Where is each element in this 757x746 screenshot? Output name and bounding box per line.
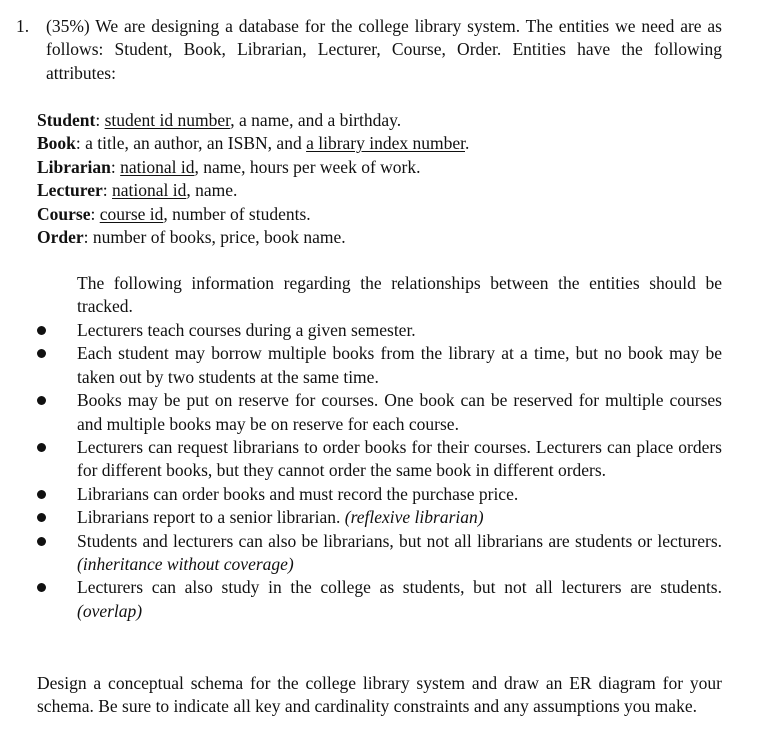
entity-name: Course bbox=[37, 203, 91, 224]
entity-line-order bbox=[37, 226, 737, 249]
attribute-text: . bbox=[465, 133, 470, 154]
relationship-item bbox=[37, 389, 722, 436]
relationship-text: Students and lecturers can also be librarians, but not all librarians are students or lecturers. bbox=[77, 530, 722, 551]
relationship-item bbox=[37, 436, 722, 483]
entity-name: Librarian bbox=[37, 156, 111, 177]
closing-instructions: Design a conceptual schema for the college library system and draw an ER diagram for your schema. Be sure to indicate all key and cardinality constraints and any assumptions you make. bbox=[37, 673, 722, 717]
entity-line-student bbox=[37, 109, 737, 132]
key-attribute: student id number bbox=[104, 110, 231, 130]
entity-line-course bbox=[37, 203, 737, 226]
relationship-item bbox=[37, 342, 722, 389]
relationship-text: Lecturers teach courses during a given semester. bbox=[77, 320, 416, 340]
bullet-icon bbox=[37, 513, 46, 522]
relationship-text: Librarians report to a senior librarian. bbox=[77, 507, 345, 528]
relationship-item bbox=[37, 483, 722, 506]
bullet-icon bbox=[37, 490, 46, 499]
key-attribute: national id bbox=[112, 180, 187, 201]
attribute-text: a title, an author, an ISBN, and bbox=[80, 133, 307, 154]
relationship-text: Lecturers can also study in the college as students, but not all lecturers are students. bbox=[77, 577, 722, 598]
relationship-item bbox=[37, 506, 722, 529]
relationship-list bbox=[37, 319, 722, 623]
entity-colon: : bbox=[102, 180, 108, 201]
entity-colon: : bbox=[95, 110, 101, 130]
relationship-item bbox=[37, 576, 722, 623]
entity-colon: : bbox=[83, 227, 89, 248]
attribute-text: , name. bbox=[186, 180, 238, 201]
entity-line-lecturer bbox=[37, 179, 737, 202]
entity-name: Lecturer bbox=[37, 180, 103, 201]
entity-line-librarian bbox=[37, 156, 737, 179]
entity-colon: : bbox=[110, 156, 116, 177]
bullet-icon bbox=[37, 349, 46, 358]
key-attribute: national id bbox=[120, 156, 195, 177]
entity-name: Order bbox=[37, 227, 84, 248]
relationship-note: (overlap) bbox=[77, 600, 143, 621]
relationship-text: Books may be put on reserve for courses. One book can be reserved for multiple courses and multiple books may be on reserve for each course. bbox=[77, 390, 722, 434]
relationship-note: (reflexive librarian) bbox=[344, 507, 484, 528]
key-attribute: course id bbox=[99, 203, 164, 224]
entity-line-book bbox=[37, 132, 737, 155]
bullet-icon bbox=[37, 583, 46, 592]
entity-colon: : bbox=[75, 133, 81, 154]
bullet-icon bbox=[37, 326, 46, 335]
bullet-icon bbox=[37, 396, 46, 405]
entity-attribute-list bbox=[37, 109, 737, 249]
attribute-text: , number of students. bbox=[163, 203, 311, 224]
question-number: 1. bbox=[16, 16, 30, 36]
question-intro: (35%) We are designing a database for the college library system. The entities we need are as follows: Student, Book, Librarian, Lecturer, Course, Order. Entities have the following attributes: bbox=[46, 16, 722, 83]
relationship-note: (inheritance without coverage) bbox=[77, 554, 294, 575]
relationship-item bbox=[37, 319, 722, 342]
bullet-icon bbox=[37, 537, 46, 546]
attribute-text: , a name, and a birthday. bbox=[230, 110, 402, 130]
key-attribute: a library index number bbox=[306, 133, 465, 154]
bullet-icon bbox=[37, 443, 46, 452]
entity-name: Book bbox=[37, 133, 76, 154]
entity-name: Student bbox=[37, 110, 96, 130]
attribute-text: number of books, price, book name. bbox=[88, 227, 346, 248]
relationship-text: Each student may borrow multiple books from the library at a time, but no book may be taken out by two students at the same time. bbox=[77, 343, 722, 387]
entity-colon: : bbox=[90, 203, 96, 224]
relationship-text: Librarians can order books and must record the purchase price. bbox=[77, 483, 519, 504]
relationship-item bbox=[37, 530, 722, 577]
relationships-intro: The following information regarding the relationships between the entities should be tracked. bbox=[77, 273, 722, 317]
attribute-text: , name, hours per week of work. bbox=[194, 156, 421, 177]
relationship-text: Lecturers can request librarians to order books for their courses. Lecturers can place orders for different books, but they cannot order the same book in different orders. bbox=[77, 437, 722, 481]
